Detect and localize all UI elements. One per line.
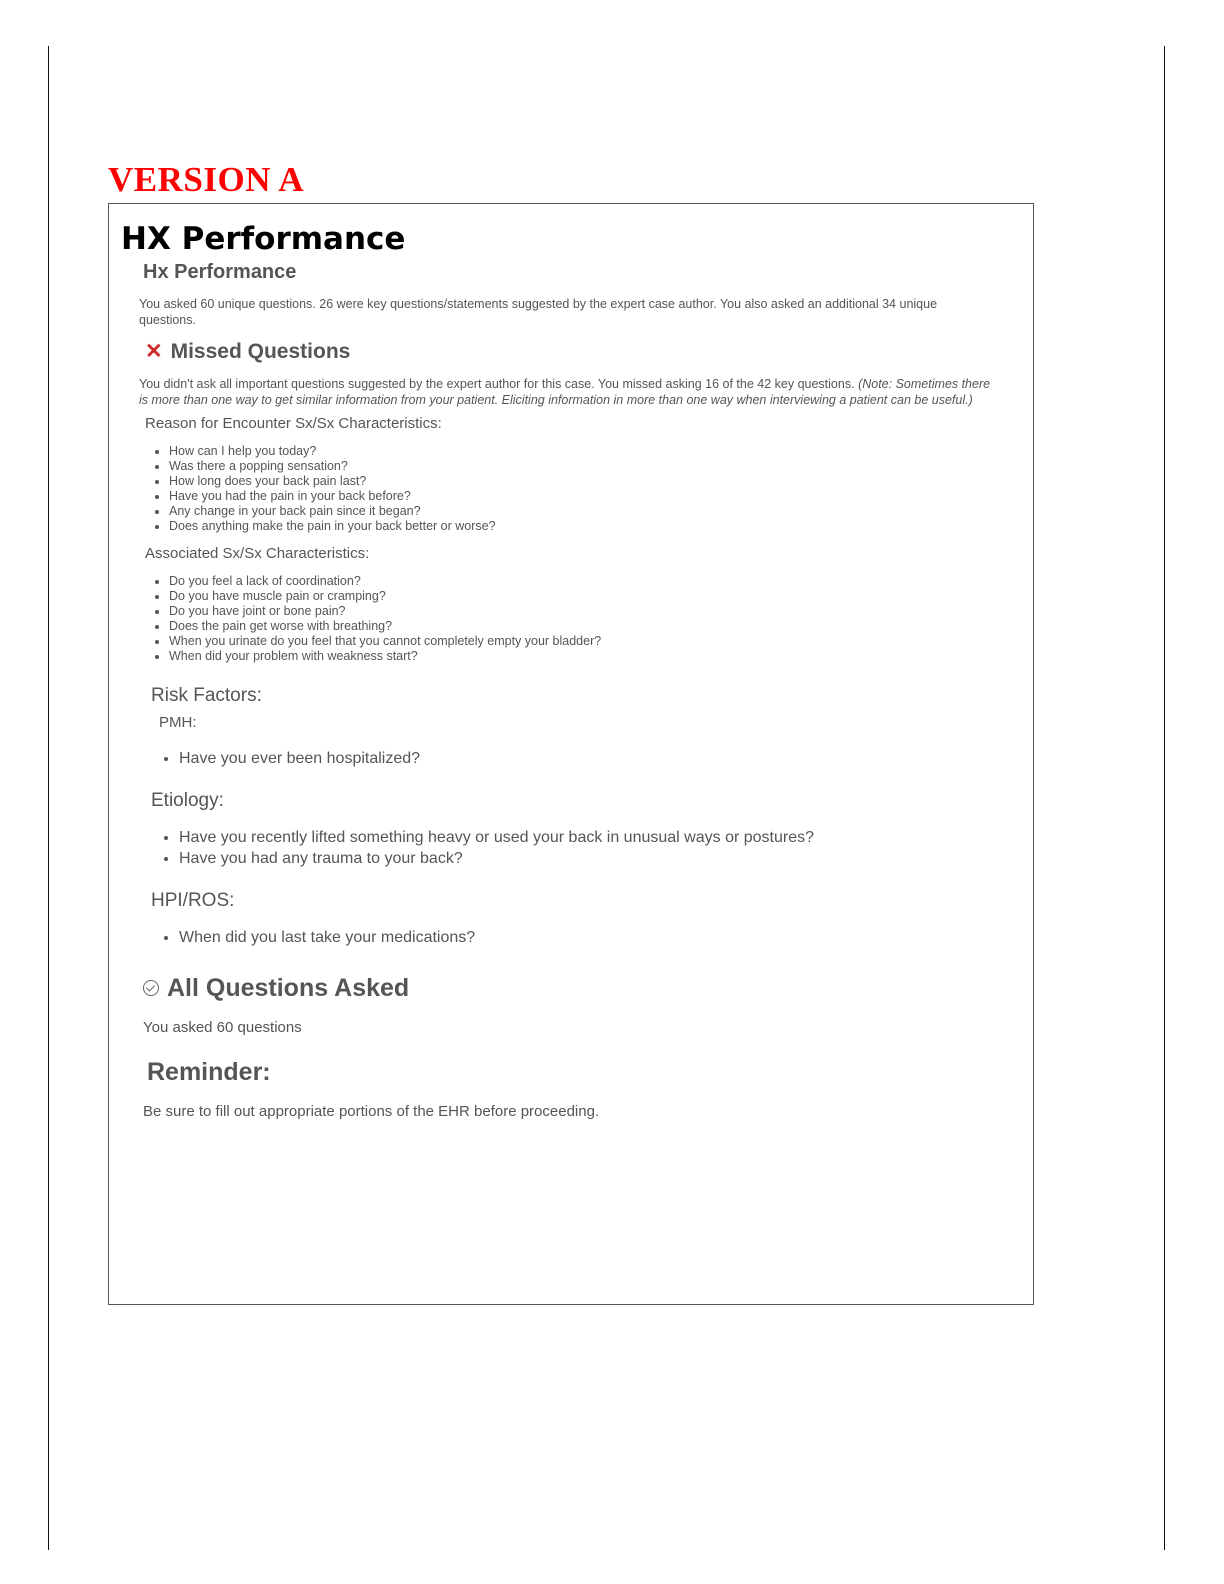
list-item: • Do you have muscle pain or cramping? [169,589,993,604]
list-item: • Have you ever been hospitalized? [179,748,993,769]
list-item: • Do you have joint or bone pain? [169,604,993,619]
page-margin-right [1164,46,1165,1550]
etiology-heading: Etiology: [151,790,224,811]
missed-questions-label: Missed Questions [170,340,351,363]
list-item: • How can I help you today? [169,444,993,459]
reason-heading: Reason for Encounter Sx/Sx Characteristics: [145,415,442,432]
list-item: • When did you last take your medications? [179,927,993,948]
associated-heading: Associated Sx/Sx Characteristics: [145,545,370,562]
missed-intro [139,376,993,408]
list-item: • Do you feel a lack of coordination? [169,574,993,589]
reminder-text: Be sure to fill out appropriate portions of the EHR before proceeding. [143,1103,600,1120]
all-questions-heading[interactable] [143,972,993,1004]
reminder-heading: Reminder: [147,1058,271,1086]
list-item: • Does anything make the pain in your back better or worse? [169,519,993,534]
etiology-list [155,827,993,869]
version-label: VERSION A [108,160,305,199]
check-circle-icon [143,980,159,996]
reason-list [147,444,993,534]
all-questions-label: All Questions Asked [167,974,410,1002]
screenshot-panel [108,203,1034,1305]
risk-factors-heading: Risk Factors: [151,685,262,706]
list-item: • When you urinate do you feel that you cannot completely empty your bladder? [169,634,993,649]
summary-text: You asked 60 unique questions. 26 were key questions/statements suggested by the expert case author. You also asked an additional 34 unique questions. [139,297,938,327]
list-item: • When did your problem with weakness start? [169,649,993,664]
list-item: • Have you had the pain in your back before? [169,489,993,504]
missed-intro-text: You didn't ask all important questions suggested by the expert author for this case. You missed asking 16 of the 42 key questions. [139,377,855,391]
document-title: HX Performance [121,221,406,257]
pmh-list [155,748,993,769]
list-item: • Was there a popping sensation? [169,459,993,474]
x-icon: ✕ [145,340,163,363]
list-item: • Does the pain get worse with breathing? [169,619,993,634]
hpi-ros-list [155,927,993,948]
list-item: • How long does your back pain last? [169,474,993,489]
page-title: Hx Performance [143,261,297,283]
report-content [139,260,993,1122]
list-item: • Have you recently lifted something heavy or used your back in unusual ways or postures? [179,827,993,848]
associated-list [147,574,993,664]
missed-questions-heading[interactable] [145,338,993,366]
list-item: • Have you had any trauma to your back? [179,848,993,869]
questions-asked-count: You asked 60 questions [143,1019,302,1036]
list-item: • Any change in your back pain since it began? [169,504,993,519]
missed-note: (Note: Sometimes there is more than one way to get similar information from your patient. Eliciting information in more than one way when interviewing a patient can be useful.) [139,377,991,407]
pmh-heading: PMH: [159,714,197,731]
hpi-ros-heading: HPI/ROS: [151,890,235,911]
page-margin-left [48,46,49,1550]
